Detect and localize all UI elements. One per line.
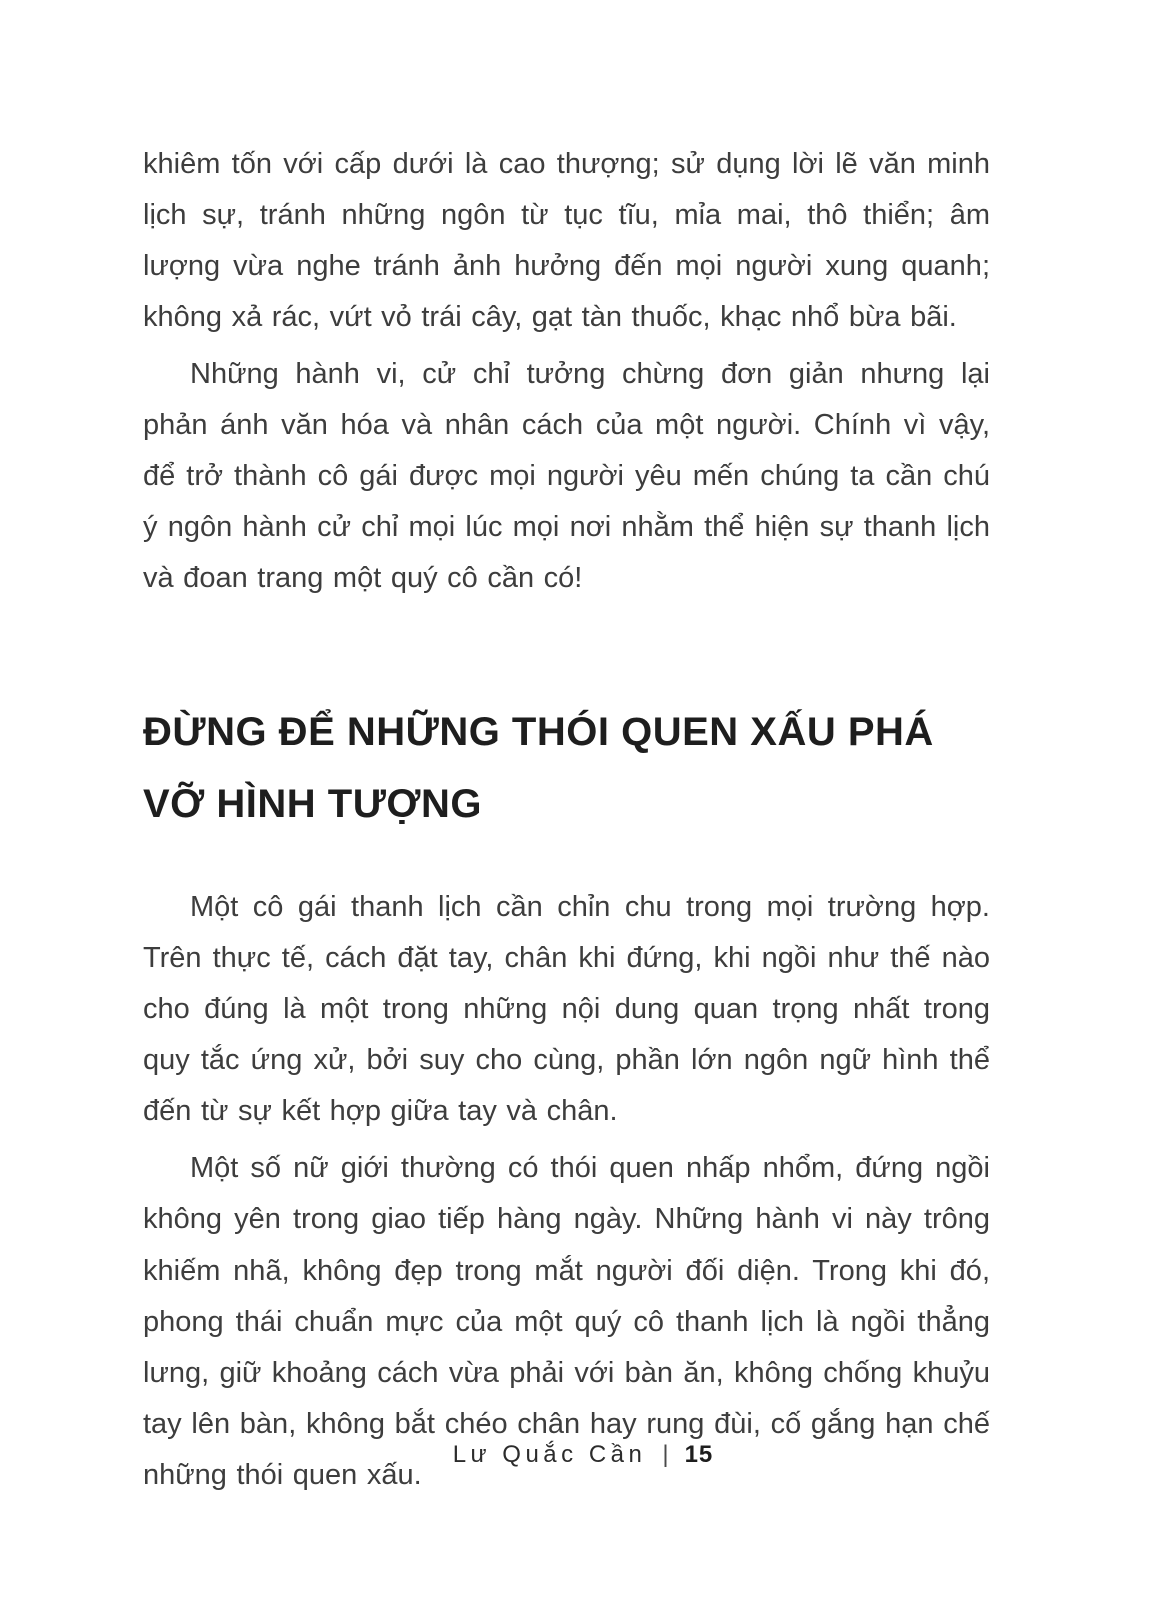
paragraph: Những hành vi, cử chỉ tưởng chừng đơn giản nhưng lại phản ánh văn hóa và nhân cách của một người. Chính vì vậy, để trở thành cô gái được mọi người yêu mến chúng ta cần chú ý ngôn hành cử chỉ mọi lúc mọi nơi nhằm thể hiện sự thanh lịch và đoan trang một quý cô cần có!	[143, 358, 990, 595]
paragraph: Một cô gái thanh lịch cần chỉn chu trong mọi trường hợp. Trên thực tế, cách đặt tay, chân khi đứng, khi ngồi như thế nào cho đúng là một trong những nội dung quan trọng nhất trong quy tắc ứng xử, bởi suy cho cùng, phần lớn ngôn ngữ hình thể đến từ sự kết hợp giữa tay và chân.	[143, 891, 990, 1128]
paragraph: Một số nữ giới thường có thói quen nhấp nhổm, đứng ngồi không yên trong giao tiếp hàng ngày. Những hành vi này trông khiếm nhã, không đẹp trong mắt người đối diện. Trong khi đó, phong thái chuẩn mực của một quý cô thanh lịch là ngồi thẳng lưng, giữ khoảng cách vừa phải với bàn ăn, không chống khuỷu tay lên bàn, không bắt chéo chân hay rung đùi, cố gắng hạn chế những thói quen xấu.	[143, 1152, 990, 1491]
page-number: 15	[684, 1441, 714, 1468]
footer-separator: |	[662, 1441, 669, 1468]
section-heading: ĐỪNG ĐỂ NHỮNG THÓI QUEN XẤU PHÁ VỠ HÌNH TƯỢNG	[143, 710, 934, 827]
author-name: Lư Quắc Cần	[452, 1441, 647, 1468]
paragraph-continuation: khiêm tốn với cấp dưới là cao thượng; sử dụng lời lẽ văn minh lịch sự, tránh những ngôn từ tục tĩu, mỉa mai, thô thiển; âm lượng vừa nghe tránh ảnh hưởng đến mọi người xung quanh; không xả rác, vứt vỏ trái cây, gạt tàn thuốc, khạc nhổ bừa bãi.	[143, 148, 990, 334]
page-footer	[0, 1441, 1166, 1469]
